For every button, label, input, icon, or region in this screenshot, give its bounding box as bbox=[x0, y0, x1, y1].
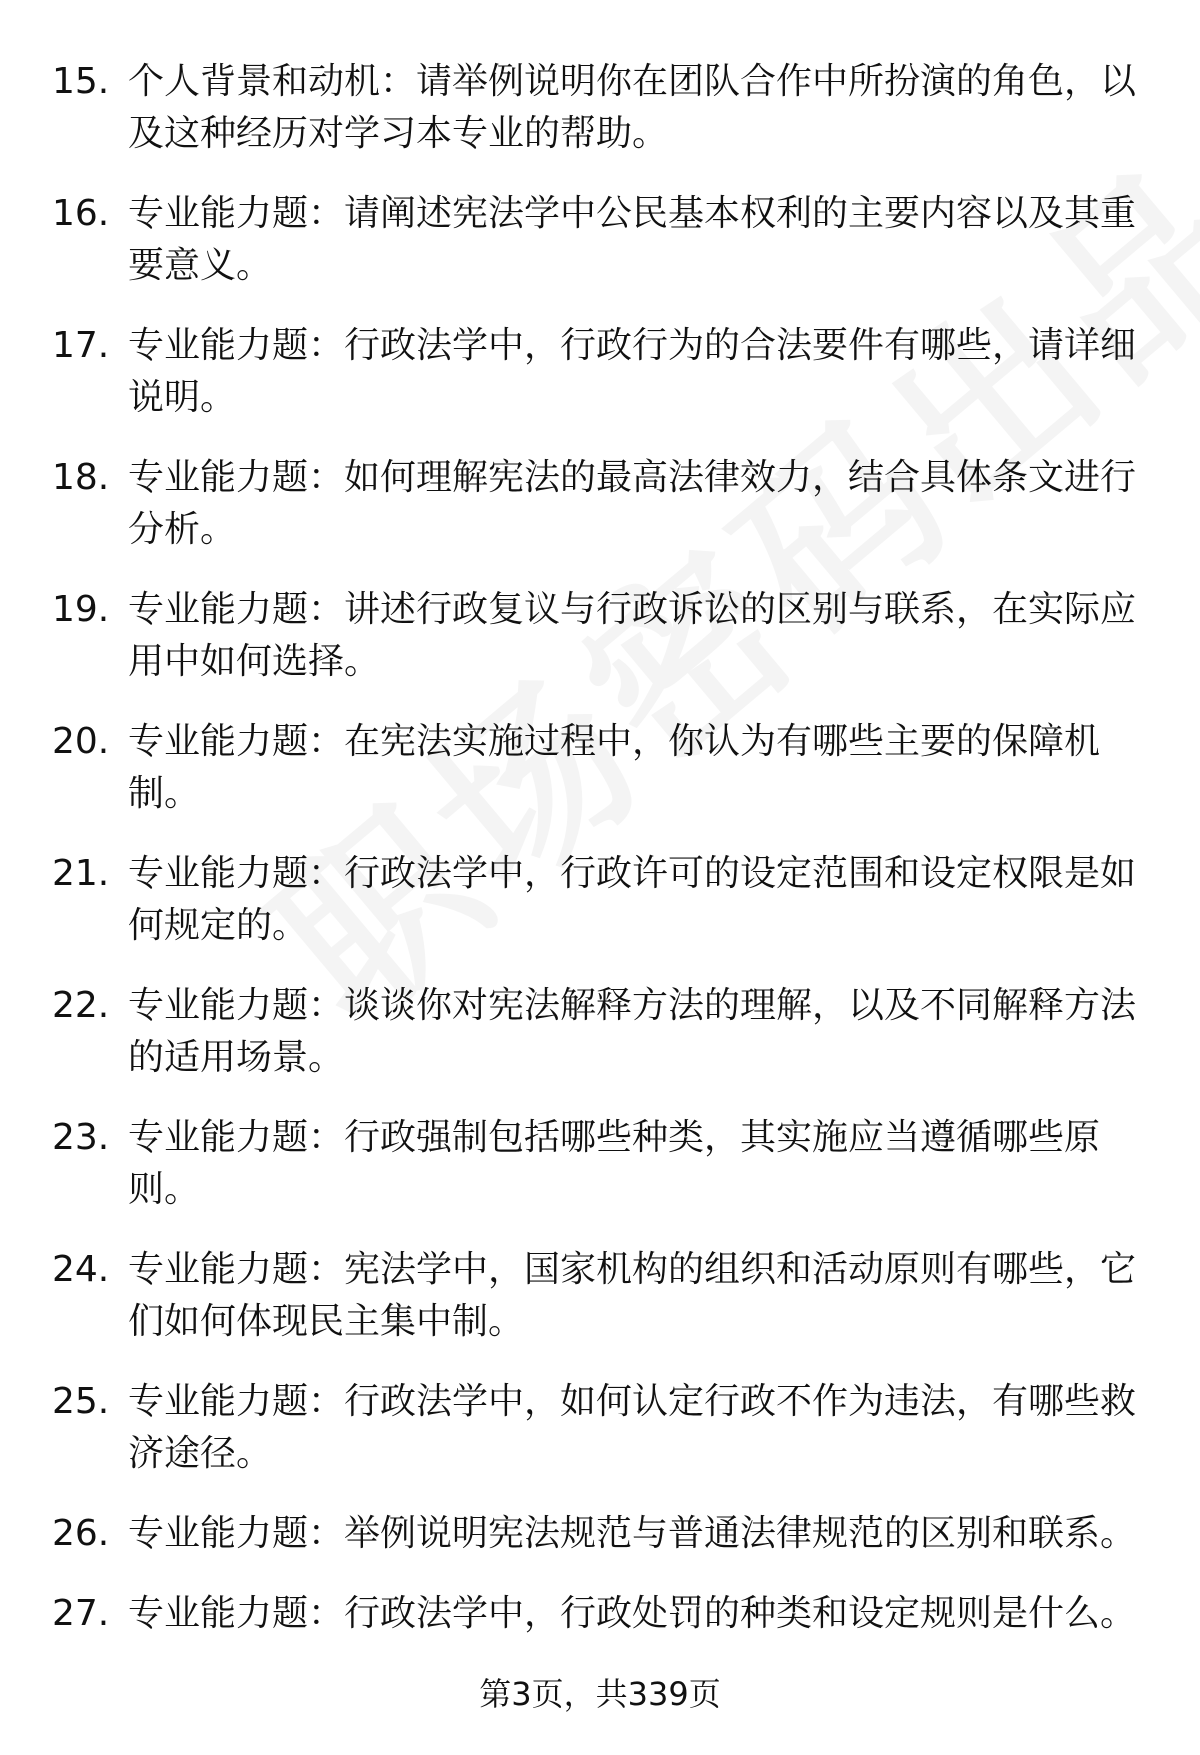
item-number: 22. bbox=[52, 985, 110, 1026]
item-text: 专业能力题：讲述行政复议与行政诉讼的区别与联系，在实际应用中如何选择。 bbox=[128, 589, 1137, 682]
list-item bbox=[0, 1376, 1200, 1480]
list-item bbox=[0, 452, 1200, 556]
item-number: 19. bbox=[52, 589, 110, 630]
list-item bbox=[0, 1244, 1200, 1348]
item-number: 18. bbox=[52, 457, 110, 498]
list-item bbox=[0, 56, 1200, 160]
item-text: 专业能力题：在宪法实施过程中，你认为有哪些主要的保障机制。 bbox=[128, 721, 1101, 814]
item-number: 23. bbox=[52, 1117, 110, 1158]
item-text: 专业能力题：谈谈你对宪法解释方法的理解，以及不同解释方法的适用场景。 bbox=[128, 985, 1137, 1078]
list-item bbox=[0, 716, 1200, 820]
list-item bbox=[0, 980, 1200, 1084]
page-footer: 第3页，共339页 bbox=[479, 1675, 721, 1713]
list-item bbox=[0, 320, 1200, 424]
item-text: 个人背景和动机：请举例说明你在团队合作中所扮演的角色，以及这种经历对学习本专业的帮助。 bbox=[128, 61, 1137, 154]
item-text: 专业能力题：举例说明宪法规范与普通法律规范的区别和联系。 bbox=[128, 1513, 1137, 1554]
item-number: 17. bbox=[52, 325, 110, 366]
item-number: 25. bbox=[52, 1381, 110, 1422]
item-text: 专业能力题：行政法学中，行政许可的设定范围和设定权限是如何规定的。 bbox=[128, 853, 1137, 946]
item-number: 15. bbox=[52, 61, 110, 102]
item-text: 专业能力题：行政法学中，行政处罚的种类和设定规则是什么。 bbox=[128, 1593, 1137, 1634]
item-text: 专业能力题：行政法学中，如何认定行政不作为违法，有哪些救济途径。 bbox=[128, 1381, 1137, 1474]
list-item bbox=[0, 1112, 1200, 1216]
list-item bbox=[0, 584, 1200, 688]
item-text: 专业能力题：请阐述宪法学中公民基本权利的主要内容以及其重要意义。 bbox=[128, 193, 1137, 286]
list-item bbox=[0, 1588, 1200, 1640]
item-number: 21. bbox=[52, 853, 110, 894]
list-item bbox=[0, 1508, 1200, 1560]
item-text: 专业能力题：行政强制包括哪些种类，其实施应当遵循哪些原则。 bbox=[128, 1117, 1101, 1210]
item-number: 26. bbox=[52, 1513, 110, 1554]
item-text: 专业能力题：如何理解宪法的最高法律效力，结合具体条文进行分析。 bbox=[128, 457, 1137, 550]
item-number: 20. bbox=[52, 721, 110, 762]
item-number: 16. bbox=[52, 193, 110, 234]
list-item bbox=[0, 848, 1200, 952]
question-list bbox=[0, 56, 1200, 1668]
item-number: 27. bbox=[52, 1593, 110, 1634]
item-number: 24. bbox=[52, 1249, 110, 1290]
item-text: 专业能力题：行政法学中，行政行为的合法要件有哪些，请详细说明。 bbox=[128, 325, 1137, 418]
list-item bbox=[0, 188, 1200, 292]
item-text: 专业能力题：宪法学中，国家机构的组织和活动原则有哪些，它们如何体现民主集中制。 bbox=[128, 1249, 1137, 1342]
